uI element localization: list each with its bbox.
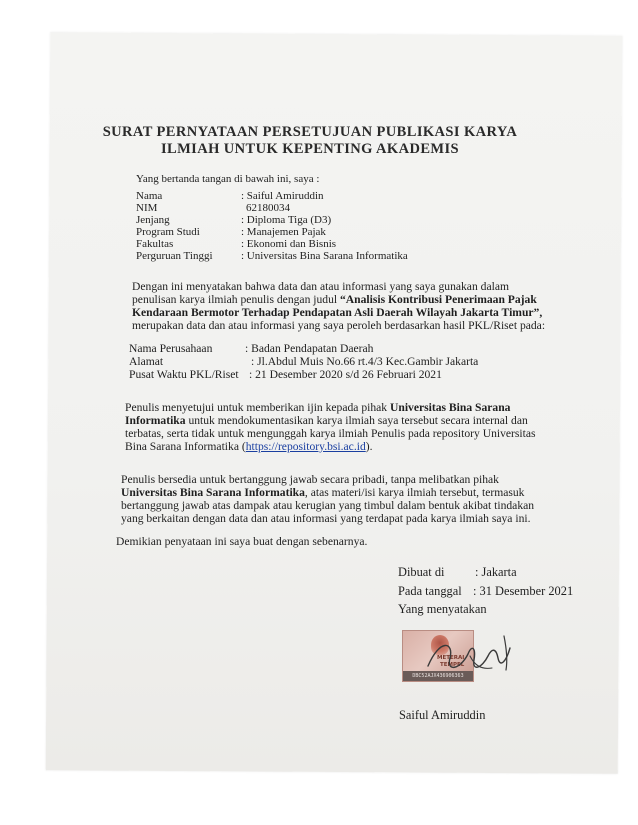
- made-in-value: : Jakarta: [475, 565, 517, 579]
- agreement-line-2: [125, 414, 528, 428]
- thesis-title-part-1: “Analisis Kontribusi Penerimaan Pajak: [340, 293, 537, 306]
- agreement-line-3: terbatas, serta tidak untuk mengunggah karya ilmiah Penulis pada repository Universitas: [125, 427, 536, 440]
- made-in-label: Dibuat di: [398, 565, 445, 579]
- university-name-bold: Universitas Bina Sarana: [390, 401, 511, 414]
- agreement-line-1-text: Penulis menyetujui untuk memberikan ijin kepada pihak: [125, 401, 390, 414]
- identity-label-program-studi: Program Studi: [136, 226, 200, 238]
- identity-label-nim: NIM: [136, 202, 158, 214]
- responsibility-line-1: Penulis bersedia untuk bertanggung jawab secara pribadi, tanpa melibatkan pihak: [121, 473, 499, 486]
- agreement-line-4: [125, 440, 373, 454]
- stamp-serial-code: DBC52AJX436906363: [403, 671, 473, 681]
- stating-label: Yang menyatakan: [398, 602, 487, 616]
- date-label: Pada tanggal: [398, 584, 462, 598]
- thesis-title-part-2: Kendaraan Bermotor Terhadap Pendapatan Asli Daerah Wilayah Jakarta Timur”,: [132, 306, 543, 319]
- identity-value-nama: : Saiful Amiruddin: [241, 190, 324, 202]
- responsibility-line-3: bertanggung jawab atas dampak atau kerugian yang timbul dalam bentuk akibat tindakan: [121, 499, 535, 512]
- identity-value-perguruan-tinggi: : Universitas Bina Sarana Informatika: [241, 250, 408, 262]
- agreement-line-1: [125, 401, 510, 415]
- document-title-line-1: SURAT PERNYATAAN PERSETUJUAN PUBLIKASI KARYA: [102, 124, 518, 140]
- intro-text: Yang bertanda tangan di bawah ini, saya :: [136, 173, 320, 185]
- handwritten-signature: [410, 618, 520, 688]
- university-name-bold-3: Universitas Bina Sarana Informatika: [121, 486, 305, 499]
- company-value-pusat-waktu: : 21 Desember 2020 s/d 26 Februari 2021: [249, 368, 442, 381]
- company-value-nama-perusahaan: : Badan Pendapatan Daerah: [245, 342, 374, 355]
- repository-link[interactable]: https://repository.bsi.ac.id: [245, 440, 366, 453]
- date-value: : 31 Desember 2021: [473, 584, 574, 598]
- agreement-line-4-end: ).: [365, 440, 373, 453]
- stamp-text-tempel: TEMPEL: [440, 662, 465, 668]
- responsibility-line-4: yang berkaitan dengan data dan atau informasi yang terdapat pada karya ilmiah saya ini.: [121, 512, 531, 525]
- identity-label-jenjang: Jenjang: [136, 214, 170, 226]
- identity-label-fakultas: Fakultas: [136, 238, 174, 250]
- stamp-text-meterai: METERAI: [437, 655, 465, 661]
- identity-value-program-studi: : Manajemen Pajak: [241, 226, 326, 238]
- responsibility-line-2-text: , atas materi/isi karya ilmiah tersebut, termasuk: [304, 486, 525, 499]
- declaration-line-2-text: penulisan karya ilmiah penulis dengan judul: [132, 293, 340, 306]
- identity-value-nim: 62180034: [246, 202, 290, 214]
- signer-name: Saiful Amiruddin: [399, 708, 486, 722]
- declaration-line-4: merupakan data dan atau informasi yang saya peroleh berdasarkan hasil PKL/Riset pada:: [132, 319, 546, 332]
- declaration-line-1: Dengan ini menyatakan bahwa data dan atau informasi yang saya gunakan dalam: [132, 280, 509, 293]
- responsibility-line-2: [121, 486, 524, 500]
- identity-label-nama: Nama: [136, 190, 163, 202]
- identity-value-jenjang: : Diploma Tiga (D3): [241, 214, 332, 226]
- declaration-line-2: [132, 293, 537, 307]
- identity-value-fakultas: : Ekonomi dan Bisnis: [241, 238, 337, 250]
- agreement-line-2-text: untuk mendokumentasikan karya ilmiah saya tersebut secara internal dan: [185, 414, 528, 427]
- identity-label-perguruan-tinggi: Perguruan Tinggi: [136, 250, 213, 262]
- closing-statement: Demikian penyataan ini saya buat dengan sebenarnya.: [116, 535, 368, 548]
- agreement-line-4-text: Bina Sarana Informatika (: [125, 440, 246, 453]
- company-label-nama-perusahaan: Nama Perusahaan: [129, 342, 213, 355]
- university-name-bold-2: Informatika: [125, 414, 186, 427]
- company-label-alamat: Alamat: [129, 355, 164, 368]
- company-value-alamat: : Jl.Abdul Muis No.66 rt.4/3 Kec.Gambir Jakarta: [251, 355, 479, 368]
- company-label-pusat-waktu: Pusat Waktu PKL/Riset: [129, 368, 239, 381]
- document-title-line-2: ILMIAH UNTUK KEPENTING AKADEMIS: [160, 141, 459, 157]
